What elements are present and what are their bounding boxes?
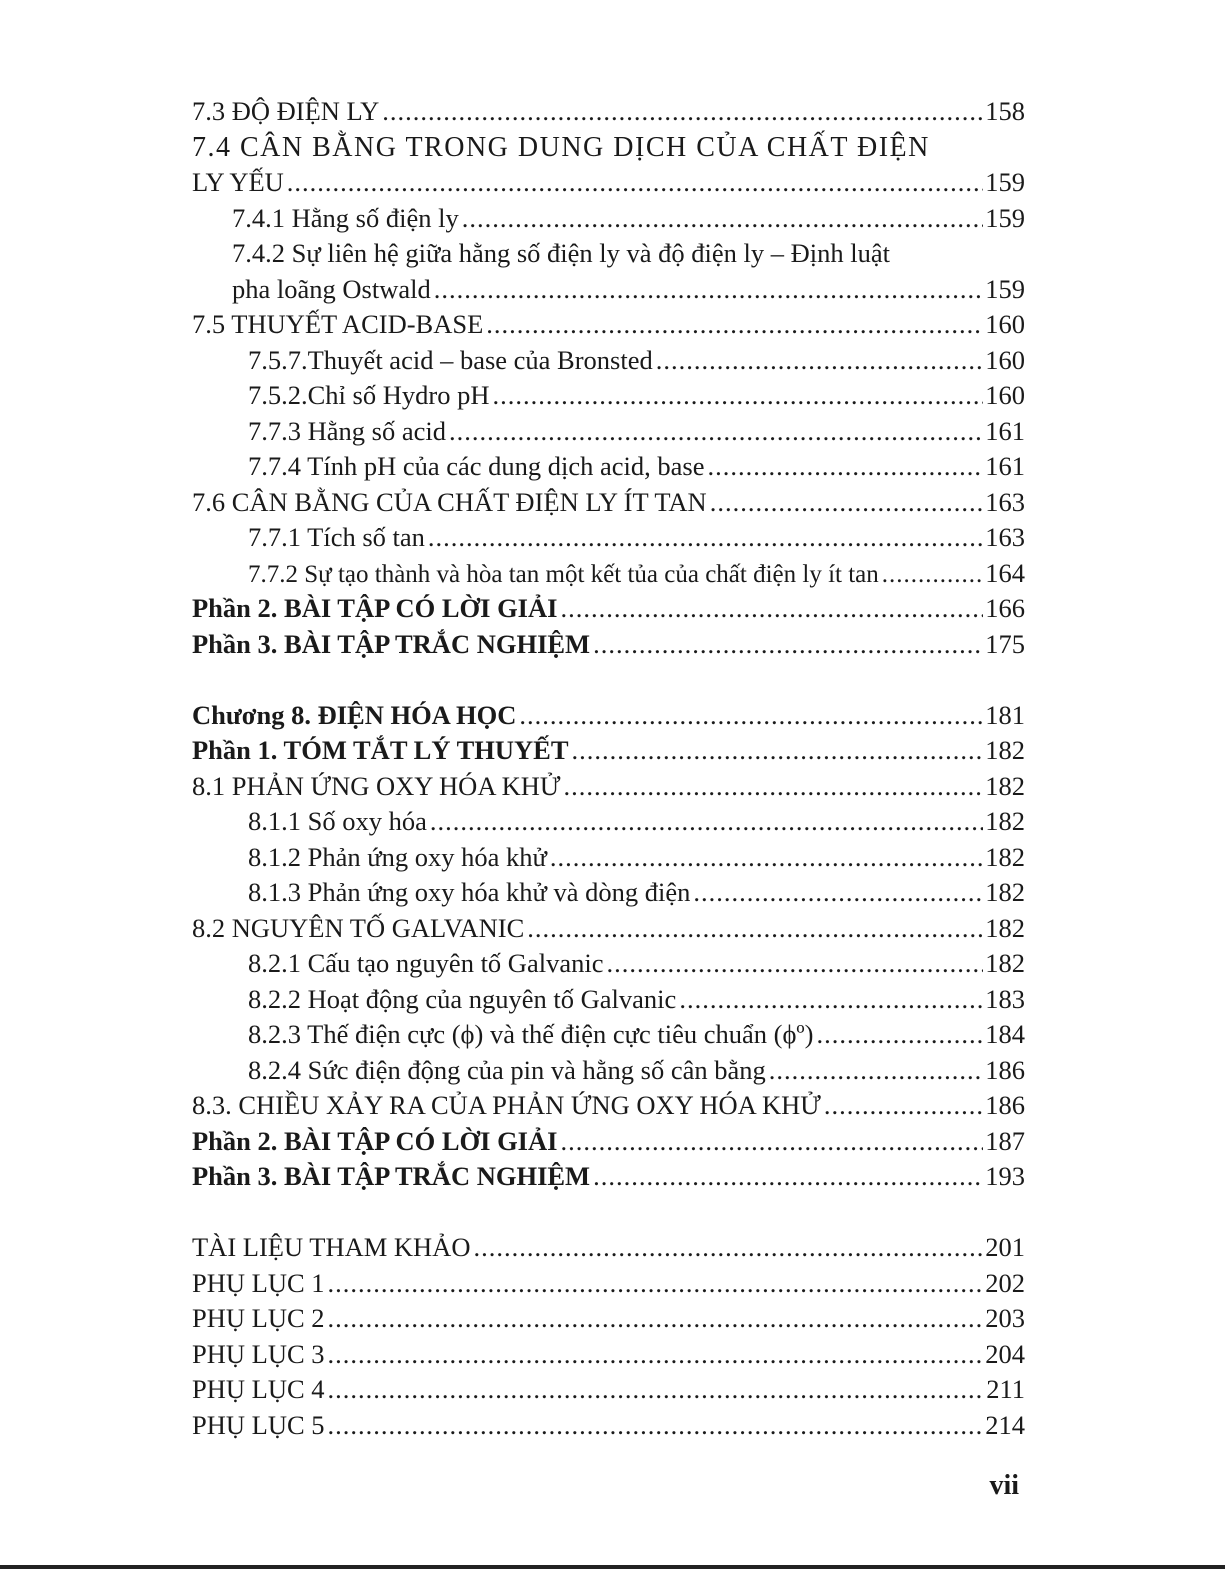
toc-entry-page: 160 <box>985 309 1025 339</box>
toc-entry-page: 182 <box>985 841 1025 872</box>
table-of-contents <box>192 94 1025 1443</box>
toc-entry <box>192 911 1025 947</box>
toc-entry-page: 187 <box>985 1125 1025 1156</box>
dot-leader <box>328 1266 984 1302</box>
dot-leader <box>882 557 984 593</box>
toc-entry <box>192 1408 1025 1444</box>
toc-entry-title: Chương 8. ĐIỆN HÓA HỌC <box>192 699 517 730</box>
toc-entry-title: PHỤ LỤC 2 <box>192 1303 325 1333</box>
toc-entry-title: 8.1.2 Phản ứng oxy hóa khử <box>248 841 547 872</box>
toc-entry <box>192 94 1025 130</box>
toc-entry-page: 160 <box>985 380 1025 410</box>
toc-entry <box>192 769 1025 805</box>
toc-entry-page: 193 <box>985 1161 1025 1191</box>
toc-entry <box>192 1337 1025 1373</box>
dot-leader <box>328 1408 984 1444</box>
toc-entry-page: 201 <box>985 1232 1025 1262</box>
toc-entry <box>192 165 1025 201</box>
toc-entry <box>192 520 1025 556</box>
dot-leader <box>693 875 983 911</box>
dot-leader <box>462 201 984 237</box>
toc-entry-title: 8.2.2 Hoạt động của nguyên tố Galvanic <box>248 983 677 1014</box>
toc-entry <box>192 414 1025 450</box>
toc-entry-page: 214 <box>985 1409 1025 1440</box>
toc-entry-title: 7.3 ĐỘ ĐIỆN LY <box>192 96 380 126</box>
toc-entry-title: Phần 3. BÀI TẬP TRẮC NGHIỆM <box>192 1161 591 1191</box>
toc-entry-title-line: 7.4 CÂN BẰNG TRONG DUNG DỊCH CỦA CHẤT ĐIỆN <box>192 131 930 163</box>
toc-entry <box>192 307 1025 343</box>
dot-leader <box>560 1124 983 1160</box>
toc-entry-page: 182 <box>985 948 1025 978</box>
toc-entry <box>192 591 1025 627</box>
toc-entry-title: 8.2.3 Thế điện cực (ϕ) và thế điện cực tiêu chuẩn (ϕº) <box>248 1019 814 1049</box>
dot-leader <box>769 1053 984 1089</box>
dot-leader <box>708 449 984 485</box>
toc-entry <box>192 946 1025 982</box>
toc-entry-page: 161 <box>985 451 1025 481</box>
toc-entry-title: Phần 3. BÀI TẬP TRẮC NGHIỆM <box>192 628 591 659</box>
toc-entry <box>192 804 1025 840</box>
toc-entry-title-line: 7.4.2 Sự liên hệ giữa hằng số điện ly và độ điện ly – Định luật <box>232 238 891 268</box>
toc-entry-title: 7.7.4 Tính pH của các dung dịch acid, base <box>248 451 705 481</box>
toc-entry-page: 175 <box>985 628 1025 659</box>
toc-entry <box>192 556 1025 592</box>
toc-entry-page: 159 <box>985 167 1025 197</box>
dot-leader <box>710 485 984 521</box>
toc-entry-page: 160 <box>985 344 1025 375</box>
toc-entry-title: Phần 1. TÓM TẮT LÝ THUYẾT <box>192 735 569 765</box>
dot-leader <box>287 165 983 201</box>
toc-entry-title: 7.7.2 Sự tạo thành và hòa tan một kết tủa của chất điện ly ít tan <box>248 560 879 588</box>
toc-entry-title: 7.5.7.Thuyết acid – base của Bronsted <box>248 344 653 375</box>
toc-entry <box>192 1053 1025 1089</box>
spacer <box>192 662 1025 698</box>
dot-leader <box>563 769 983 805</box>
toc-entry <box>192 1230 1025 1266</box>
dot-leader <box>434 272 984 308</box>
toc-entry-page: 158 <box>985 96 1025 126</box>
toc-entry <box>192 733 1025 769</box>
toc-entry-title: 7.5 THUYẾT ACID-BASE <box>192 309 484 339</box>
toc-entry-page: 186 <box>985 1090 1025 1120</box>
toc-entry-title: 7.4.1 Hằng số điện ly <box>232 202 459 233</box>
dot-leader <box>519 698 983 734</box>
toc-entry-page: 203 <box>985 1303 1025 1333</box>
toc-entry-title: Phần 2. BÀI TẬP CÓ LỜI GIẢI <box>192 593 558 623</box>
toc-entry-title: 8.1 PHẢN ỨNG OXY HÓA KHỬ <box>192 770 561 801</box>
toc-entry-page: 163 <box>985 486 1025 517</box>
dot-leader <box>816 1017 983 1053</box>
toc-entry <box>192 875 1025 911</box>
dot-leader <box>430 804 983 840</box>
toc-entry-page: 182 <box>985 770 1025 801</box>
dot-leader <box>486 307 983 343</box>
toc-entry-page: 164 <box>985 557 1025 588</box>
dot-leader <box>449 414 983 450</box>
toc-entry-page: 182 <box>985 735 1025 765</box>
dot-leader <box>679 982 983 1018</box>
toc-entry-page: 182 <box>985 877 1025 907</box>
toc-entry-page: 166 <box>985 593 1025 623</box>
spacer <box>192 1195 1025 1231</box>
toc-entry-page: 204 <box>985 1338 1025 1369</box>
dot-leader <box>328 1301 984 1337</box>
dot-leader <box>527 911 983 947</box>
dot-leader <box>492 378 983 414</box>
toc-entry-title: 7.7.3 Hằng số acid <box>248 415 446 446</box>
toc-entry-page: 202 <box>985 1267 1025 1298</box>
toc-entry <box>192 1266 1025 1302</box>
page-number: vii <box>989 1470 1019 1501</box>
toc-entry-page: 184 <box>985 1019 1025 1049</box>
toc-entry-page: 183 <box>985 983 1025 1014</box>
toc-entry <box>192 627 1025 663</box>
toc-entry <box>192 698 1025 734</box>
toc-entry-title: PHỤ LỤC 4 <box>192 1374 325 1404</box>
bottom-border-line <box>0 1565 1225 1569</box>
dot-leader <box>593 1159 983 1195</box>
toc-entry-title: PHỤ LỤC 3 <box>192 1338 325 1369</box>
toc-entry <box>192 378 1025 414</box>
toc-entry-title: LY YẾU <box>192 167 284 197</box>
dot-leader <box>560 591 983 627</box>
toc-entry <box>192 1159 1025 1195</box>
toc-entry <box>192 1088 1025 1124</box>
dot-leader <box>606 946 983 982</box>
dot-leader <box>550 840 983 876</box>
toc-entry-title: 8.2.1 Cấu tạo nguyên tố Galvanic <box>248 948 604 978</box>
toc-entry-title: 8.3. CHIỀU XẢY RA CỦA PHẢN ỨNG OXY HÓA KHỬ <box>192 1090 821 1120</box>
toc-entry-page: 186 <box>985 1054 1025 1085</box>
toc-entry <box>192 485 1025 521</box>
toc-entry <box>192 982 1025 1018</box>
toc-entry <box>192 840 1025 876</box>
toc-entry-page: 163 <box>985 522 1025 552</box>
toc-entry-title: pha loãng Ostwald <box>232 273 431 304</box>
toc-entry-title: 8.2.4 Sức điện động của pin và hằng số cân bằng <box>248 1054 766 1085</box>
toc-entry <box>192 1124 1025 1160</box>
dot-leader <box>593 627 983 663</box>
dot-leader <box>572 733 984 769</box>
toc-entry <box>192 272 1025 308</box>
toc-entry-page: 159 <box>985 273 1025 304</box>
dot-leader <box>473 1230 983 1266</box>
toc-entry-page: 182 <box>985 806 1025 836</box>
dot-leader <box>328 1372 985 1408</box>
dot-leader <box>656 343 984 379</box>
toc-entry <box>192 343 1025 379</box>
toc-entry <box>192 449 1025 485</box>
toc-entry <box>192 1372 1025 1408</box>
toc-entry-title: 8.2 NGUYÊN TỐ GALVANIC <box>192 912 525 943</box>
toc-entry-title: 7.6 CÂN BẰNG CỦA CHẤT ĐIỆN LY ÍT TAN <box>192 486 707 517</box>
toc-entry-page: 182 <box>985 912 1025 943</box>
toc-entry <box>192 201 1025 237</box>
toc-entry-title: TÀI LIỆU THAM KHẢO <box>192 1232 471 1262</box>
toc-entry-title: 7.7.1 Tích số tan <box>248 522 425 552</box>
dot-leader <box>824 1088 983 1124</box>
dot-leader <box>428 520 983 556</box>
toc-entry-title: 8.1.1 Số oxy hóa <box>248 806 427 836</box>
toc-entry-page: 159 <box>985 202 1025 233</box>
toc-entry-title: PHỤ LỤC 5 <box>192 1409 325 1440</box>
toc-entry <box>192 1301 1025 1337</box>
dot-leader <box>328 1337 984 1373</box>
toc-entry-page: 181 <box>985 699 1025 730</box>
toc-entry-title: 8.1.3 Phản ứng oxy hóa khử và dòng điện <box>248 877 691 907</box>
toc-entry-title: PHỤ LỤC 1 <box>192 1267 325 1298</box>
toc-entry-title: 7.5.2.Chỉ số Hydro pH <box>248 380 490 410</box>
toc-entry-title: Phần 2. BÀI TẬP CÓ LỜI GIẢI <box>192 1125 558 1156</box>
toc-entry-page: 211 <box>986 1374 1025 1404</box>
toc-entry-page: 161 <box>985 415 1025 446</box>
toc-entry <box>192 1017 1025 1053</box>
dot-leader <box>382 94 983 130</box>
